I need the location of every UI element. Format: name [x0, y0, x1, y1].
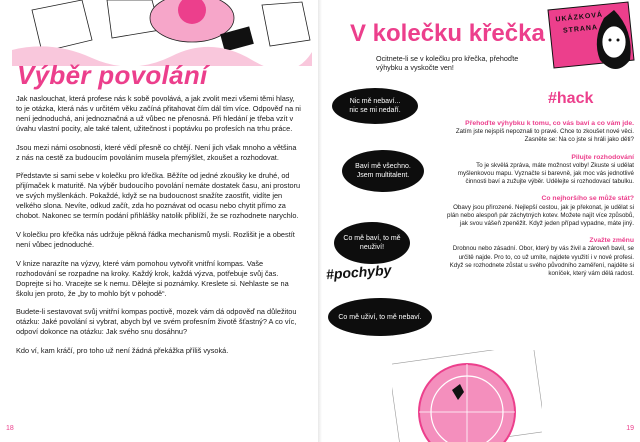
tip-heading: Přehoďte výhybku k tomu, co vás baví a co vám jde. — [465, 120, 634, 127]
paragraph: Kdo ví, kam kráčí, pro toho už není žádná překážka příliš vysoká. — [16, 346, 229, 356]
speech-bubble: Co mě baví, to mě neuživí! — [334, 222, 410, 264]
hashtag-hack: #hack — [548, 90, 594, 107]
tip-text: Zatím jste nejspíš nepoznali to pravé. Chce to zkoušet nové věci. Zasněte se: Na co jste si hráli jako děti? — [455, 128, 634, 144]
desk-illustration — [12, 0, 312, 66]
paragraph: V kolečku pro křečka nás udržuje pěkná řádka mechanismů mysli. Rozlišit je a obestít není vůbec jednoduché. — [16, 229, 295, 249]
paragraph: Jsou mezi námi osobnosti, které vědí přesně co chtějí. Není jich však mnoho a většina z nás na cestě za budoucím povoláním musela přemýšlet, zkoušet a rozhodovat. — [16, 142, 297, 162]
page-title: Výběr povolání — [17, 60, 208, 90]
tips-column — [444, 120, 634, 287]
paragraph: V knize narazíte na výzvy, které vám pomohou vytvořit vnitřní kompas. Vaše rozhodování se rozpadne na kroky. Každý krok, každá výzva, potřebuje svůj čas. Doprejte si ho. Vracejte se k nemu. Dělejte si poznámky. Kreslete si. Nehlaste se na školu jen proto, že „by to mohlo být v pohodě“. — [16, 258, 289, 298]
tip-heading: Co nejhoršího se může stát? — [541, 195, 634, 203]
tip-heading: Zvažte změnu — [589, 237, 634, 245]
intro-text: Ocitnete-li se v kolečku pro křečka, přehoďte výhybku a vyskočte ven! — [376, 54, 519, 73]
speech-bubble: Baví mě všechno. Jsem multitalent. — [342, 150, 424, 192]
left-page — [0, 0, 318, 442]
speech-bubble: Co mě uživí, to mě nebaví. — [328, 298, 432, 336]
tip-item — [444, 195, 634, 228]
page-number: 18 — [6, 425, 14, 432]
paragraph: Budete-li sestavovat svůj vnitřní kompas poctivě, mozek vám dá odpověď na důležitou otázku: Jaké povolání si vybrat, abych byl ve svém profesním životě šťastný? A co víc, odpoví dokonce na otázku: Jak svého snu dosáhnu? — [16, 307, 297, 337]
tip-text: Drobnou nebo zásadní. Obor, který by vás živil a zároveň bavil, se určitě najde. Pro to, co už umíte, najdete využití i v nové profesi. Když se rozhodnete zůstat u svého původního zaměření, najděte si koníček, který vám dělá radost. — [449, 245, 634, 278]
tip-text: To je skvělá zpráva, máte možnost volby! Zkuste si udělat myšlenkovou mapu. Vyznačte si barevně, jak moc vás jednotlivé činnosti baví a zužujte výběr. Udělejte si rozhodovací tabulku. — [457, 161, 634, 186]
paragraph: Představte si sami sebe v kolečku pro křečka. Běžíte od jedné zkoušky ke druhé, od přijímaček k maturitě. Na výběr budoucího povolání nemáte dostatek času, ani prostoru ve svých myšlenkách. Pokaždé, když se na budoucnost snažíte zaostřit, vidíte jen velkého slona. Nevíte, odkud začít, zda ho poznávat od ocasu nebo chytit přímo za chobot. Nakonec se termín podání přihlášky natolik přiblíží, že se rozhodnete narychlo. — [16, 171, 301, 221]
tip-text: Obavy jsou přirozené. Nejlepší cestou, jak je překonat, je udělat si plán nebo alespoň pár záchytných kotev. Možete najít více způsobů, jak svou vášeň zpeněžit. Když jeden případ vypadne, máte jiný. — [447, 203, 634, 228]
tip-item — [444, 237, 634, 278]
speech-bubble: Nic mě nebaví... nic se mi nedaří. — [332, 88, 418, 124]
tip-item — [444, 120, 634, 145]
page-number: 19 — [626, 425, 634, 432]
body-text — [16, 94, 302, 365]
tip-heading: Pilujte rozhodování — [571, 153, 634, 161]
hamster-wheel-illustration — [392, 350, 542, 442]
hashtag-pochyby: #pochyby — [325, 261, 392, 283]
badge-label: UKÁZKOVÁ STRANA — [555, 11, 604, 35]
right-page — [322, 0, 640, 442]
paragraph: Jak naslouchat, která profese nás k sobě povolává, a jak zvolit mezi všemi těmi hlasy, to je otázka, která nás v určitém věku začíná přitahovat čím dál tím více. Odpověď na ni není jednoduchá, ani jednoznačná a už vůbec ne přenosná. Při hledání je třeba vzít v úvahu vlastní pocity, ale také talent, užitečnost i poptávku po profesích na trhu práce. — [16, 94, 301, 133]
page-title: V kolečku křečka — [350, 20, 545, 47]
tip-item — [444, 154, 634, 187]
